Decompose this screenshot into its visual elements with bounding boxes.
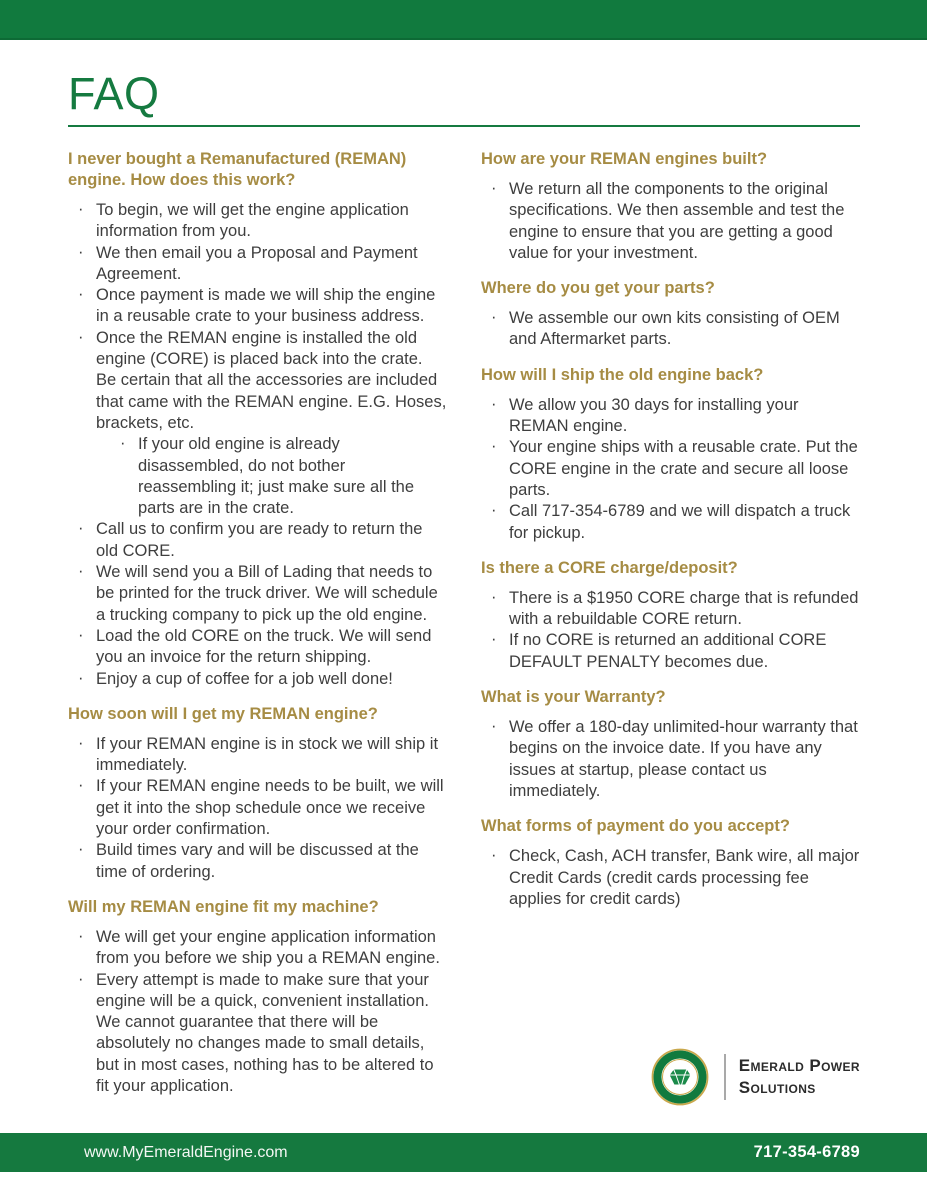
- faq-bullet-item: [68, 840, 447, 883]
- bullet-icon: ·: [78, 562, 84, 581]
- bullet-icon: ·: [78, 242, 84, 261]
- faq-answer-list: [481, 395, 860, 544]
- faq-section: [481, 816, 860, 910]
- faq-column: [481, 149, 860, 1101]
- faq-bullet-item: [481, 501, 860, 544]
- faq-section: [68, 897, 447, 1097]
- bullet-icon: ·: [78, 668, 84, 687]
- faq-section: [481, 365, 860, 544]
- faq-bullet-text: Call us to confirm you are ready to return the old CORE.: [96, 520, 423, 560]
- faq-section: [481, 149, 860, 264]
- company-name: [739, 1055, 860, 1099]
- faq-column: [68, 149, 447, 1101]
- faq-bullet-text: We then email you a Proposal and Payment Agreement.: [96, 243, 418, 283]
- faq-bullet-text: We will get your engine application information from you before we ship you a REMAN engine.: [96, 927, 440, 968]
- faq-bullet-text: If your REMAN engine needs to be built, we will get it into the shop schedule once we receive your order confirmation.: [96, 777, 444, 839]
- faq-bullet-item: [481, 588, 860, 631]
- faq-answer-list: [481, 588, 860, 673]
- bullet-icon: ·: [78, 840, 84, 859]
- faq-bullet-item: [68, 200, 447, 243]
- faq-bullet-text: There is a $1950 CORE charge that is refunded with a rebuildable CORE return.: [509, 588, 859, 629]
- logo-divider: [724, 1054, 726, 1100]
- faq-bullet-item: [68, 562, 447, 626]
- faq-bullet-item: [68, 626, 447, 669]
- faq-answer-list: [481, 308, 860, 351]
- faq-bullet-item: [481, 717, 860, 802]
- faq-question: Is there a CORE charge/deposit?: [481, 558, 738, 577]
- faq-question: Where do you get your parts?: [481, 279, 715, 298]
- faq-question: I never bought a Remanufactured (REMAN) engine. How does this work?: [68, 150, 407, 189]
- faq-bullet-text: If your REMAN engine is in stock we will ship it immediately.: [96, 734, 439, 775]
- company-name-line1: Emerald Power: [738, 1056, 860, 1076]
- faq-bullet-text: Once the REMAN engine is installed the old engine (CORE) is placed back into the crate. Be certain that all the accessories are included that came with the REMAN engine. E.G. Hoses, brackets, etc.: [96, 328, 447, 432]
- faq-bullet-item: [481, 846, 860, 910]
- faq-bullet-text: We offer a 180-day unlimited-hour warranty that begins on the invoice date. If you have any issues at startup, please contact us immediately.: [509, 718, 858, 800]
- bullet-icon: ·: [491, 501, 497, 520]
- faq-bullet-text: Once payment is made we will ship the engine in a reusable crate to your business address.: [96, 286, 436, 326]
- faq-bullet-item: [481, 308, 860, 351]
- bullet-icon: ·: [120, 434, 126, 453]
- faq-bullet-item: [68, 519, 447, 562]
- bullet-icon: ·: [78, 625, 84, 644]
- faq-bullet-text: Every attempt is made to make sure that your engine will be a quick, convenient installation. We cannot guarantee that there will be absolutely no changes made to small details, but in most cases, nothing has to be altered to fit your application.: [96, 970, 434, 1095]
- bullet-icon: ·: [491, 630, 497, 649]
- faq-bullet-item: [481, 437, 860, 501]
- faq-question: How will I ship the old engine back?: [481, 365, 764, 384]
- faq-section: [481, 558, 860, 673]
- faq-columns: [68, 149, 860, 1101]
- header-bar: [0, 0, 927, 40]
- bullet-icon: ·: [78, 285, 84, 304]
- faq-bullet-text: We return all the components to the original specifications. We then assemble and test the engine to ensure that you are getting a good value for your investment.: [509, 180, 845, 262]
- faq-question: How are your REMAN engines built?: [481, 150, 768, 168]
- faq-question: How soon will I get my REMAN engine?: [68, 704, 378, 723]
- faq-bullet-item: [68, 927, 447, 970]
- page-title: FAQ: [68, 68, 160, 119]
- bullet-icon: ·: [78, 776, 84, 795]
- faq-bullet-text: Load the old CORE on the truck. We will send you an invoice for the return shipping.: [96, 626, 432, 667]
- company-logo: [651, 1048, 860, 1106]
- faq-bullet-item: [481, 630, 860, 673]
- faq-section: [68, 704, 447, 883]
- faq-bullet-text: We assemble our own kits consisting of OEM and Aftermarket parts.: [509, 309, 840, 349]
- bullet-icon: ·: [491, 717, 497, 736]
- faq-bullet-item: [68, 669, 447, 690]
- bullet-icon: ·: [491, 587, 497, 606]
- bullet-icon: ·: [78, 926, 84, 945]
- title-underline: [68, 125, 860, 127]
- faq-bullet-item: [68, 970, 447, 1098]
- faq-question: What is your Warranty?: [481, 688, 666, 707]
- footer-phone: 717-354-6789: [753, 1143, 860, 1161]
- faq-section: [481, 687, 860, 802]
- bullet-icon: ·: [491, 437, 497, 456]
- bullet-icon: ·: [491, 308, 497, 327]
- faq-answer-list: [68, 927, 447, 1097]
- faq-bullet-item: [68, 243, 447, 286]
- faq-question: Will my REMAN engine fit my machine?: [68, 897, 379, 916]
- faq-question: What forms of payment do you accept?: [481, 817, 790, 836]
- faq-bullet-item: [68, 285, 447, 328]
- faq-answer-list: [481, 846, 860, 910]
- bullet-icon: ·: [78, 969, 84, 988]
- faq-bullet-item: [68, 328, 447, 434]
- bullet-icon: ·: [78, 519, 84, 538]
- faq-bullet-item: [110, 434, 447, 519]
- faq-section: [481, 278, 860, 351]
- emerald-gem-icon: [651, 1048, 709, 1106]
- bullet-icon: ·: [491, 179, 497, 197]
- faq-bullet-text: If your old engine is already disassembled, do not bother reassembling it; just make sure all the parts are in the crate.: [138, 435, 415, 518]
- faq-bullet-item: [68, 734, 447, 777]
- faq-bullet-text: Build times vary and will be discussed at the time of ordering.: [96, 841, 419, 881]
- faq-bullet-text: Enjoy a cup of coffee for a job well done!: [96, 669, 393, 688]
- faq-bullet-text: We allow you 30 days for installing your REMAN engine.: [509, 395, 799, 436]
- faq-bullet-text: Check, Cash, ACH transfer, Bank wire, all major Credit Cards (credit cards processing fee applies for credit cards): [509, 847, 860, 908]
- faq-answer-list: [68, 734, 447, 883]
- faq-bullet-text: We will send you a Bill of Lading that needs to be printed for the truck driver. We will schedule a trucking company to pick up the old engine.: [96, 563, 438, 624]
- faq-bullet-item: [481, 179, 860, 264]
- faq-bullet-text: Call 717-354-6789 and we will dispatch a truck for pickup.: [509, 502, 851, 542]
- footer-website: www.MyEmeraldEngine.com: [84, 1143, 288, 1161]
- content-area: [0, 40, 927, 1101]
- faq-bullet-item: [68, 776, 447, 840]
- footer-bar: [0, 1133, 927, 1172]
- bullet-icon: ·: [78, 200, 84, 218]
- faq-bullet-text: To begin, we will get the engine application information from you.: [96, 201, 409, 241]
- company-name-line2: Solutions: [738, 1078, 816, 1097]
- bullet-icon: ·: [78, 733, 84, 752]
- bullet-icon: ·: [78, 327, 84, 346]
- faq-section: [68, 149, 447, 690]
- faq-answer-list: [68, 200, 447, 690]
- faq-bullet-text: Your engine ships with a reusable crate. Put the CORE engine in the crate and secure all loose parts.: [509, 438, 858, 499]
- faq-bullet-text: If no CORE is returned an additional CORE DEFAULT PENALTY becomes due.: [509, 631, 827, 671]
- faq-answer-list: [481, 179, 860, 264]
- bullet-icon: ·: [491, 846, 497, 865]
- faq-bullet-item: [481, 395, 860, 438]
- faq-answer-list: [481, 717, 860, 802]
- bullet-icon: ·: [491, 394, 497, 413]
